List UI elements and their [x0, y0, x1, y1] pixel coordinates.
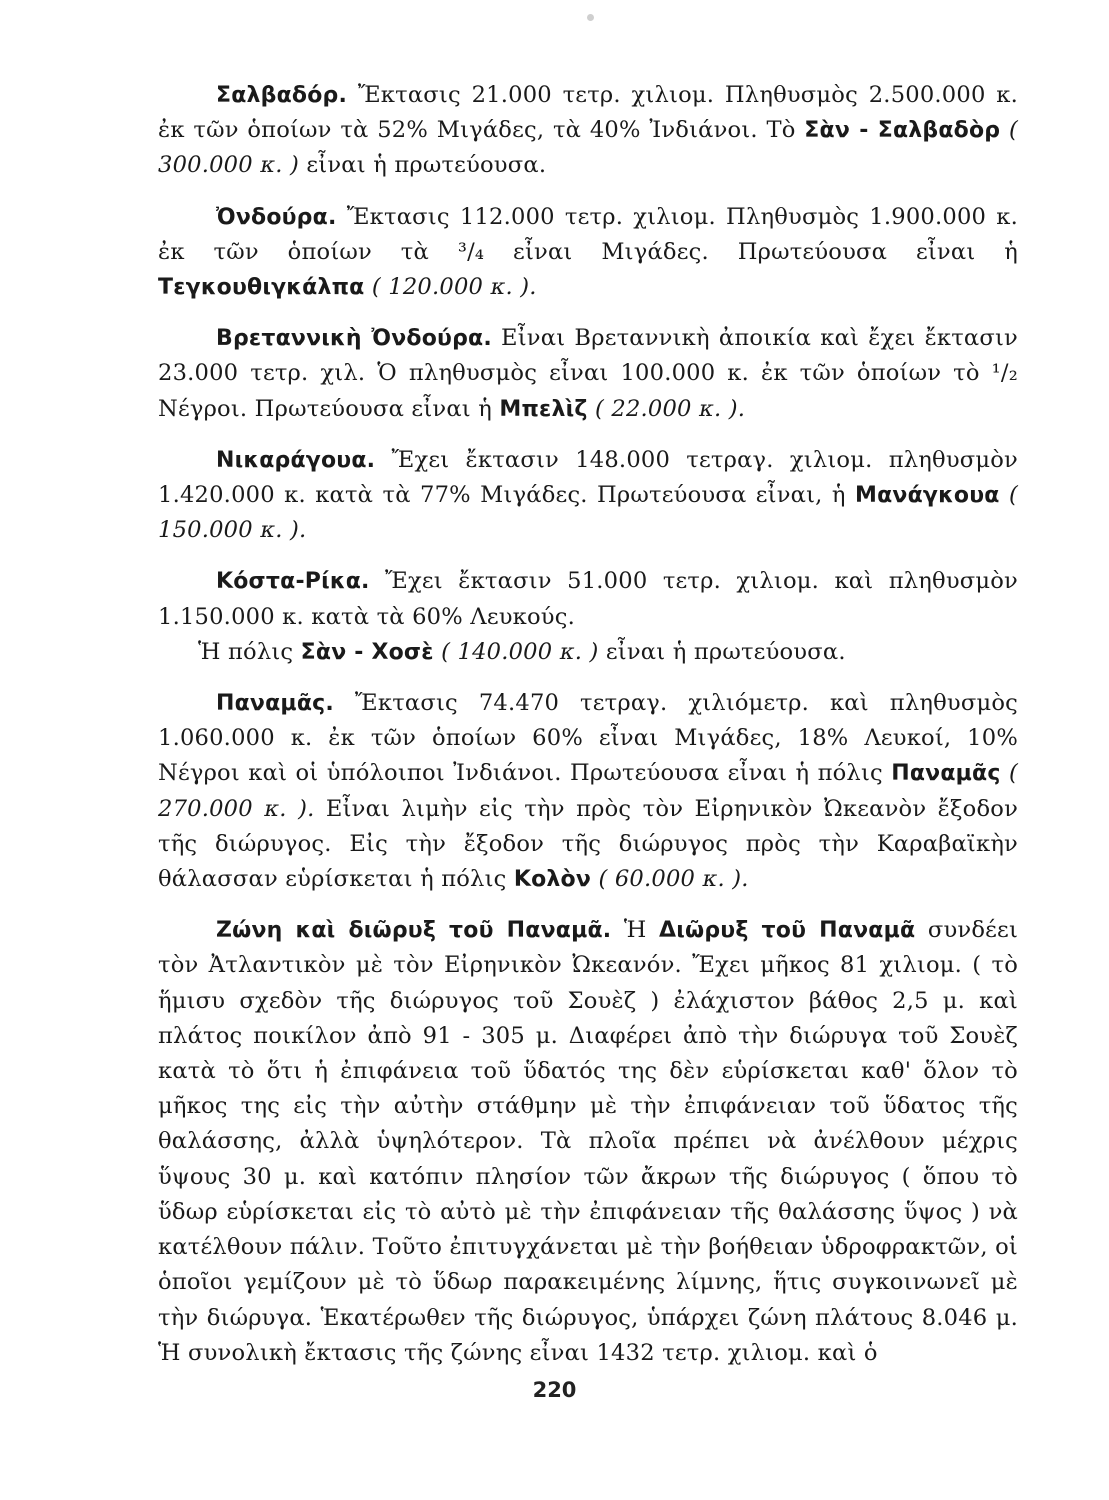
bold-term: Μανάγκουα: [855, 483, 1000, 509]
italic-figure: ( 22.000 κ. ).: [587, 395, 746, 422]
para-salvador: [158, 78, 1018, 184]
page-body: [158, 78, 1018, 1387]
scan-speck: [587, 14, 594, 21]
bold-term: Διῶρυξ τοῦ Παναμᾶ: [659, 918, 916, 944]
text-run: Ἡ: [611, 917, 660, 944]
bold-term: Τεγκουθιγκάλπα: [158, 275, 365, 301]
text-run: εἶναι ἡ πρωτεύουσα.: [299, 152, 547, 179]
text-run: Εἶναι λιμὴν εἰς τὴν πρὸς τὸν Εἰρηνικὸν Ὠκεανὸν ἔξοδον τῆς διώρυγος. Εἰς τὴν ἔξοδον τῆς διώρυγος πρὸς τὴν Καραβαϊκὴν θάλασσαν εὑρίσκεται ἡ πόλις: [158, 795, 1018, 893]
italic-figure: ( 140.000 κ. ): [433, 638, 599, 665]
italic-figure: ( 300.000 κ. ): [158, 117, 1018, 179]
bold-term: Σαλβαδόρ.: [216, 83, 348, 108]
bold-term: Σὰν - Σαλβαδὸρ: [804, 118, 1001, 144]
text-run: Ἔχει ἔκτασιν 148.000 τετραγ. χιλιομ. πληθυσμὸν 1.420.000 κ. κατὰ τὰ 77% Μιγάδες. Πρωτεύουσα εἶναι, ἡ: [158, 446, 1018, 509]
bold-term: Παναμᾶς: [891, 761, 1001, 787]
bold-term: Ζώνη καὶ διῶρυξ τοῦ Παναμᾶ.: [216, 918, 612, 944]
page-number: 220: [532, 1378, 577, 1402]
bold-term: Παναμᾶς.: [216, 691, 334, 717]
text-run: Ἡ πόλις: [198, 638, 301, 665]
italic-figure: ( 150.000 κ. ).: [158, 482, 1018, 544]
para-honduras: [158, 200, 1018, 306]
bold-term: Σὰν - Χοσὲ: [300, 639, 434, 665]
bold-term: Κόστα-Ρίκα.: [216, 569, 370, 595]
para-panama: [158, 686, 1018, 897]
bold-term: Βρεταννικὴ Ὀνδούρα.: [216, 326, 492, 352]
italic-figure: ( 270.000 κ. ).: [158, 760, 1018, 822]
para-panama-canal: [158, 913, 1018, 1371]
text-run: Ἔκτασις 74.470 τετραγ. χιλιόμετρ. καὶ πληθυσμὸς 1.060.000 κ. ἐκ τῶν ὁποίων 60% εἶναι Μιγάδες, 18% Λευκοί, 10% Νέγροι καὶ οἱ ὑπόλοιποι Ἰνδιάνοι. Πρωτεύουσα εἶναι ἡ πόλις: [158, 690, 1018, 787]
text-run: Εἶναι Βρεταννικὴ ἀποικία καὶ ἔχει ἔκτασιν 23.000 τετρ. χιλ. Ὁ πληθυσμὸς εἶναι 100.000 κ. ἐκ τῶν ὁποίων τὸ ¹/₂ Νέγροι. Πρωτεύουσα εἶναι ἡ: [158, 325, 1018, 422]
bold-term: Κολὸν: [513, 867, 592, 893]
text-run: Ἔχει ἔκτασιν 51.000 τετρ. χιλιομ. καὶ πληθυσμὸν 1.150.000 κ. κατὰ τὰ 60% Λευκούς.: [158, 568, 1018, 630]
text-run: Ἔκτασις 21.000 τετρ. χιλιομ. Πληθυσμὸς 2.500.000 κ. ἐκ τῶν ὁποίων τὰ 52% Μιγάδες, τὰ 40% Ἰνδιάνοι. Τὸ: [158, 82, 1018, 144]
text-run: εἶναι ἡ πρωτεύουσα.: [598, 638, 846, 665]
para-costa-rica-capital: [158, 635, 1018, 670]
para-british-honduras: [158, 321, 1018, 427]
bold-term: Νικαράγουα.: [216, 447, 376, 473]
para-costa-rica: [158, 564, 1018, 634]
text-run: συνδέει τὸν Ἀτλαντικὸν μὲ τὸν Εἰρηνικὸν Ὠκεανόν. Ἔχει μῆκος 81 χιλιομ. ( τὸ ἥμισυ σχεδὸν τῆς διώρυγος τοῦ Σουὲζ ) ἐλάχιστον βάθος 2,5 μ. καὶ πλάτος ποικίλον ἀπὸ 91 - 305 μ. Διαφέρει ἀπὸ τὴν διώρυγα τοῦ Σουὲζ κατὰ τὸ ὅτι ἡ ἐπιφάνεια τοῦ ὕδατός της δὲν εὑρίσκεται καθ' ὅλον τὸ μῆκος της εἰς τὴν αὐτὴν στάθμην μὲ τὴν ἐπιφάνειαν τοῦ ὕδατος τῆς θαλάσσης, ἀλλὰ ὑψηλότερον. Τὰ πλοῖα πρέπει νὰ ἀνέλθουν μέχρις ὕψους 30 μ. καὶ κατόπιν πλησίον τῶν ἄκρων τῆς διώρυγος ( ὅπου τὸ ὕδωρ εὑρίσκεται εἰς τὸ αὐτὸ μὲ τὴν ἐπιφάνειαν τῆς θαλάσσης ὕψος ) νὰ κατέλθουν πάλιν. Τοῦτο ἐπιτυγχάνεται μὲ τὴν βοήθειαν ὑδροφρακτῶν, οἱ ὁποῖοι γεμίζουν μὲ τὸ ὕδωρ παρακειμένης λίμνης, ἥτις συγκοινωνεῖ μὲ τὴν διώρυγα. Ἑκατέρωθεν τῆς διώρυγος, ὑπάρχει ζώνη πλάτους 8.046 μ. Ἡ συνολικὴ ἔκτασις τῆς ζώνης εἶναι 1432 τετρ. χιλιομ. καὶ ὁ: [158, 917, 1019, 1366]
italic-figure: ( 120.000 κ. ).: [364, 274, 537, 301]
italic-figure: ( 60.000 κ. ).: [591, 866, 749, 893]
bold-term: Μπελὶζ: [499, 396, 588, 422]
para-nicaragua: [158, 443, 1018, 549]
bold-term: Ὀνδούρα.: [216, 204, 337, 230]
text-run: Ἔκτασις 112.000 τετρ. χιλιομ. Πληθυσμὸς 1.900.000 κ. ἐκ τῶν ὁποίων τὰ ³/₄ εἶναι Μιγάδες. Πρωτεύουσα εἶναι ἡ: [158, 203, 1018, 265]
